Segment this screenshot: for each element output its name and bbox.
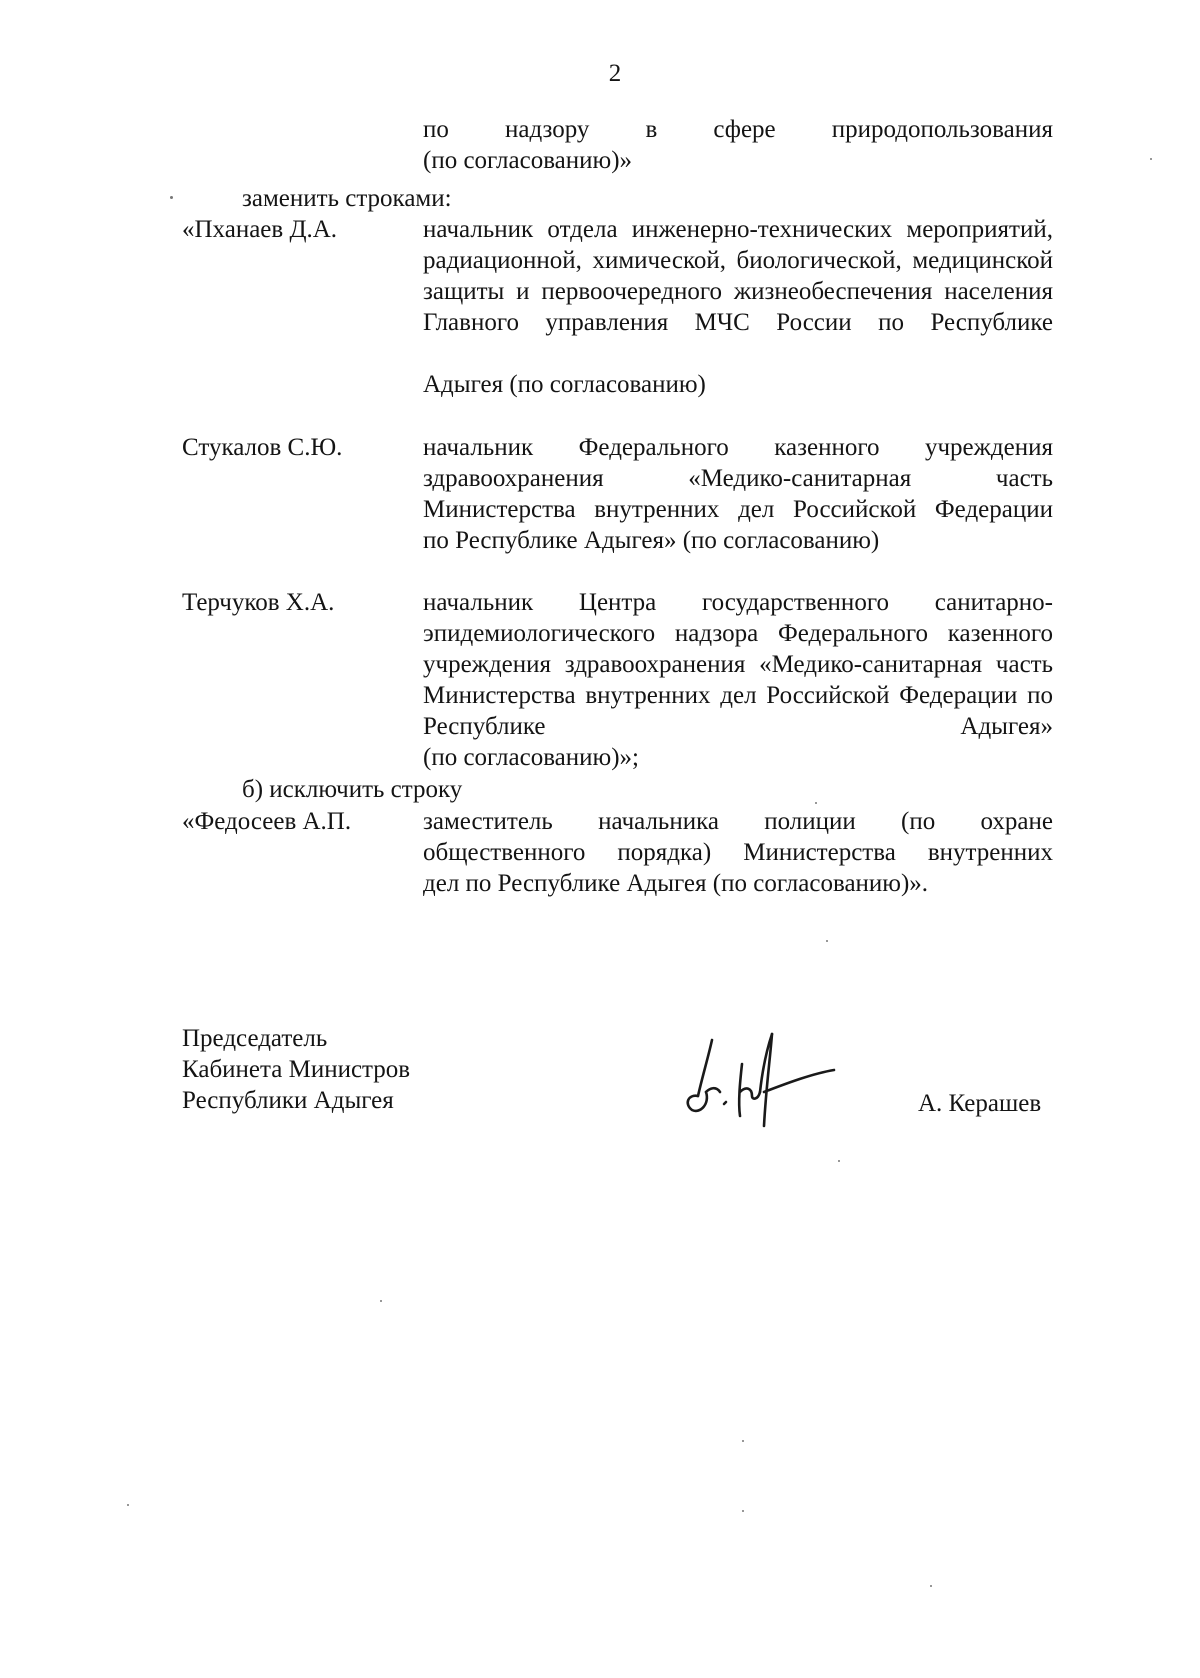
entry-name-terchukov: Терчуков Х.А. bbox=[182, 589, 335, 616]
scan-speck bbox=[742, 1440, 744, 1442]
entry-name-pkhanaev: «Пханаев Д.А. bbox=[182, 216, 338, 243]
position-line-2: Кабинета Министров bbox=[182, 1056, 411, 1083]
excluded-entry-name: «Федосеев А.П. bbox=[182, 808, 352, 835]
scan-speck bbox=[930, 1585, 932, 1587]
entry-description-terchukov: начальник Центра государственного санитарно-эпидемиологического надзора Федерального казенного учреждения здравоохранения «Медико-санитарная часть Министерства внутренних дел Российской Федерации по Республике Адыгея» bbox=[423, 589, 1053, 740]
scan-speck bbox=[826, 940, 828, 942]
excluded-entry-description-end: дел по Республике Адыгея (по согласованию)». bbox=[423, 870, 929, 897]
entry-name-stukalov: Стукалов С.Ю. bbox=[182, 434, 343, 461]
scan-speck bbox=[815, 802, 817, 804]
entry-description-stukalov: начальник Федерального казенного учреждения здравоохранения «Медико-санитарная часть Министерства внутренних дел Российской Федерации bbox=[423, 434, 1053, 523]
exclude-label: б) исключить строку bbox=[242, 776, 463, 803]
signer-name: А. Керашев bbox=[918, 1090, 1042, 1117]
scan-speck bbox=[1150, 158, 1152, 160]
entry-description-pkhanaev: начальник отдела инженерно-технических мероприятий, радиационной, химической, биологической, медицинской защиты и первоочередного жизнеобеспечения населения Главного управления МЧС России по Республике bbox=[423, 216, 1053, 336]
entry-description-end-stukalov: по Республике Адыгея» (по согласованию) bbox=[423, 527, 880, 554]
scan-speck bbox=[170, 196, 173, 199]
position-line-3: Республики Адыгея bbox=[182, 1087, 394, 1114]
page-number: 2 bbox=[608, 60, 622, 87]
entry-description-end-pkhanaev: Адыгея (по согласованию) bbox=[423, 371, 706, 398]
excluded-entry-description: заместитель начальника полиции (по охране общественного порядка) Министерства внутренних bbox=[423, 808, 1053, 866]
continuation-line-2: (по согласованию)» bbox=[423, 147, 633, 174]
continuation-line-1: по надзору в сфере природопользования bbox=[423, 116, 1053, 143]
scan-speck bbox=[838, 1160, 840, 1162]
position-line-1: Председатель bbox=[182, 1025, 328, 1052]
entry-description-end-terchukov: (по согласованию)»; bbox=[423, 744, 639, 771]
signatory-position bbox=[182, 1023, 410, 1116]
scan-speck bbox=[380, 1300, 382, 1302]
handwritten-signature bbox=[680, 1030, 840, 1130]
replace-with-label: заменить строками: bbox=[242, 185, 452, 212]
scan-speck bbox=[742, 1510, 744, 1512]
scan-speck bbox=[127, 1504, 129, 1506]
